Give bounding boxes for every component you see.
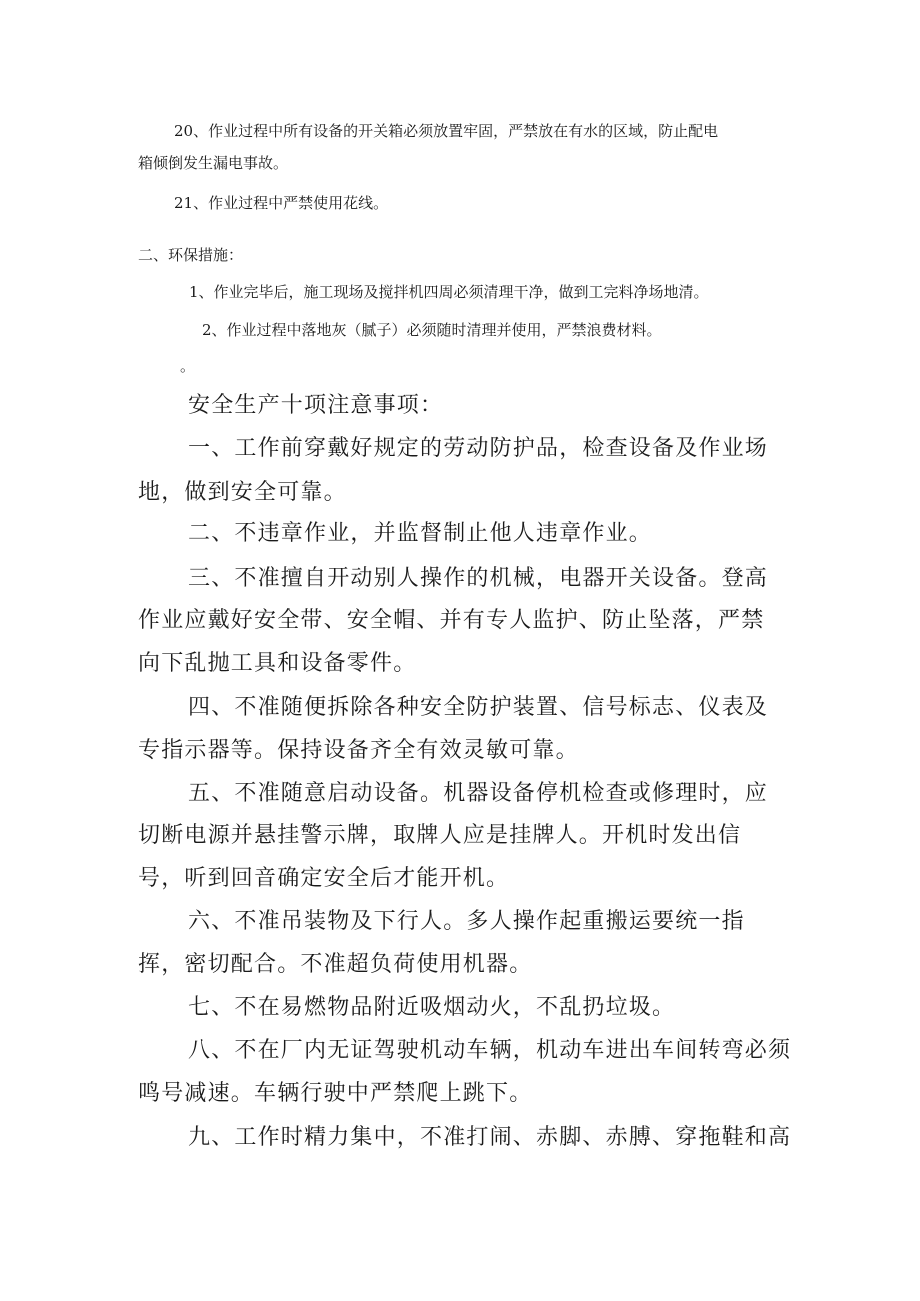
safety-item-3-line-3: 向下乱抛工具和设备零件。 xyxy=(138,651,417,676)
rule-21: 21、作业过程中严禁使用花线。 xyxy=(174,194,389,212)
safety-item-2-line-1: 二、不违章作业，并监督制止他人违章作业。 xyxy=(188,521,653,546)
safety-item-5-line-2: 切断电源并悬挂警示牌，取牌人应是挂牌人。开机时发出信 xyxy=(138,823,742,848)
safety-item-3-line-2: 作业应戴好安全带、安全帽、并有专人监护、防止坠落，严禁 xyxy=(138,608,765,633)
rule-20-line-2: 箱倾倒发生漏电事故。 xyxy=(138,154,289,172)
safety-item-1-line-2: 地，做到安全可靠。 xyxy=(138,480,347,505)
safety-item-8-line-1: 八、不在厂内无证驾驶机动车辆，机动车进出车间转弯必须 xyxy=(188,1038,792,1063)
safety-item-8-line-2: 鸣号减速。车辆行驶中严禁爬上跳下。 xyxy=(138,1081,533,1106)
safety-heading: 安全生产十项注意事项： xyxy=(188,393,444,418)
env-item-1: 1、作业完毕后，施工现场及搅拌机四周必须清理干净，做到工完料净场地清。 xyxy=(189,283,709,301)
safety-item-4-line-1: 四、不准随便拆除各种安全防护装置、信号标志、仪表及 xyxy=(188,695,769,720)
safety-item-7-line-1: 七、不在易燃物品附近吸烟动火，不乱扔垃圾。 xyxy=(188,995,676,1020)
safety-item-6-line-2: 挥，密切配合。不准超负荷使用机器。 xyxy=(138,952,533,977)
stray-period: 。 xyxy=(180,357,196,375)
env-heading: 二、环保措施： xyxy=(138,246,244,264)
safety-item-5-line-3: 号，听到回音确定安全后才能开机。 xyxy=(138,866,510,891)
safety-item-4-line-2: 专指示器等。保持设备齐全有效灵敏可靠。 xyxy=(138,738,579,763)
env-item-2: 2、作业过程中落地灰（腻子）必须随时清理并使用，严禁浪费材料。 xyxy=(202,321,662,339)
safety-item-3-line-1: 三、不准擅自开动别人操作的机械，电器开关设备。登高 xyxy=(188,566,769,591)
safety-item-5-line-1: 五、不准随意启动设备。机器设备停机检查或修理时，应 xyxy=(188,781,769,806)
safety-item-1-line-1: 一、工作前穿戴好规定的劳动防护品，检查设备及作业场 xyxy=(188,436,769,461)
safety-item-6-line-1: 六、不准吊装物及下行人。多人操作起重搬运要统一指 xyxy=(188,909,745,934)
rule-20-line-1: 20、作业过程中所有设备的开关箱必须放置牢固，严禁放在有水的区域，防止配电 xyxy=(174,122,719,140)
safety-item-9-line-1: 九、工作时精力集中，不准打闹、赤脚、赤膊、穿拖鞋和高 xyxy=(188,1125,792,1150)
